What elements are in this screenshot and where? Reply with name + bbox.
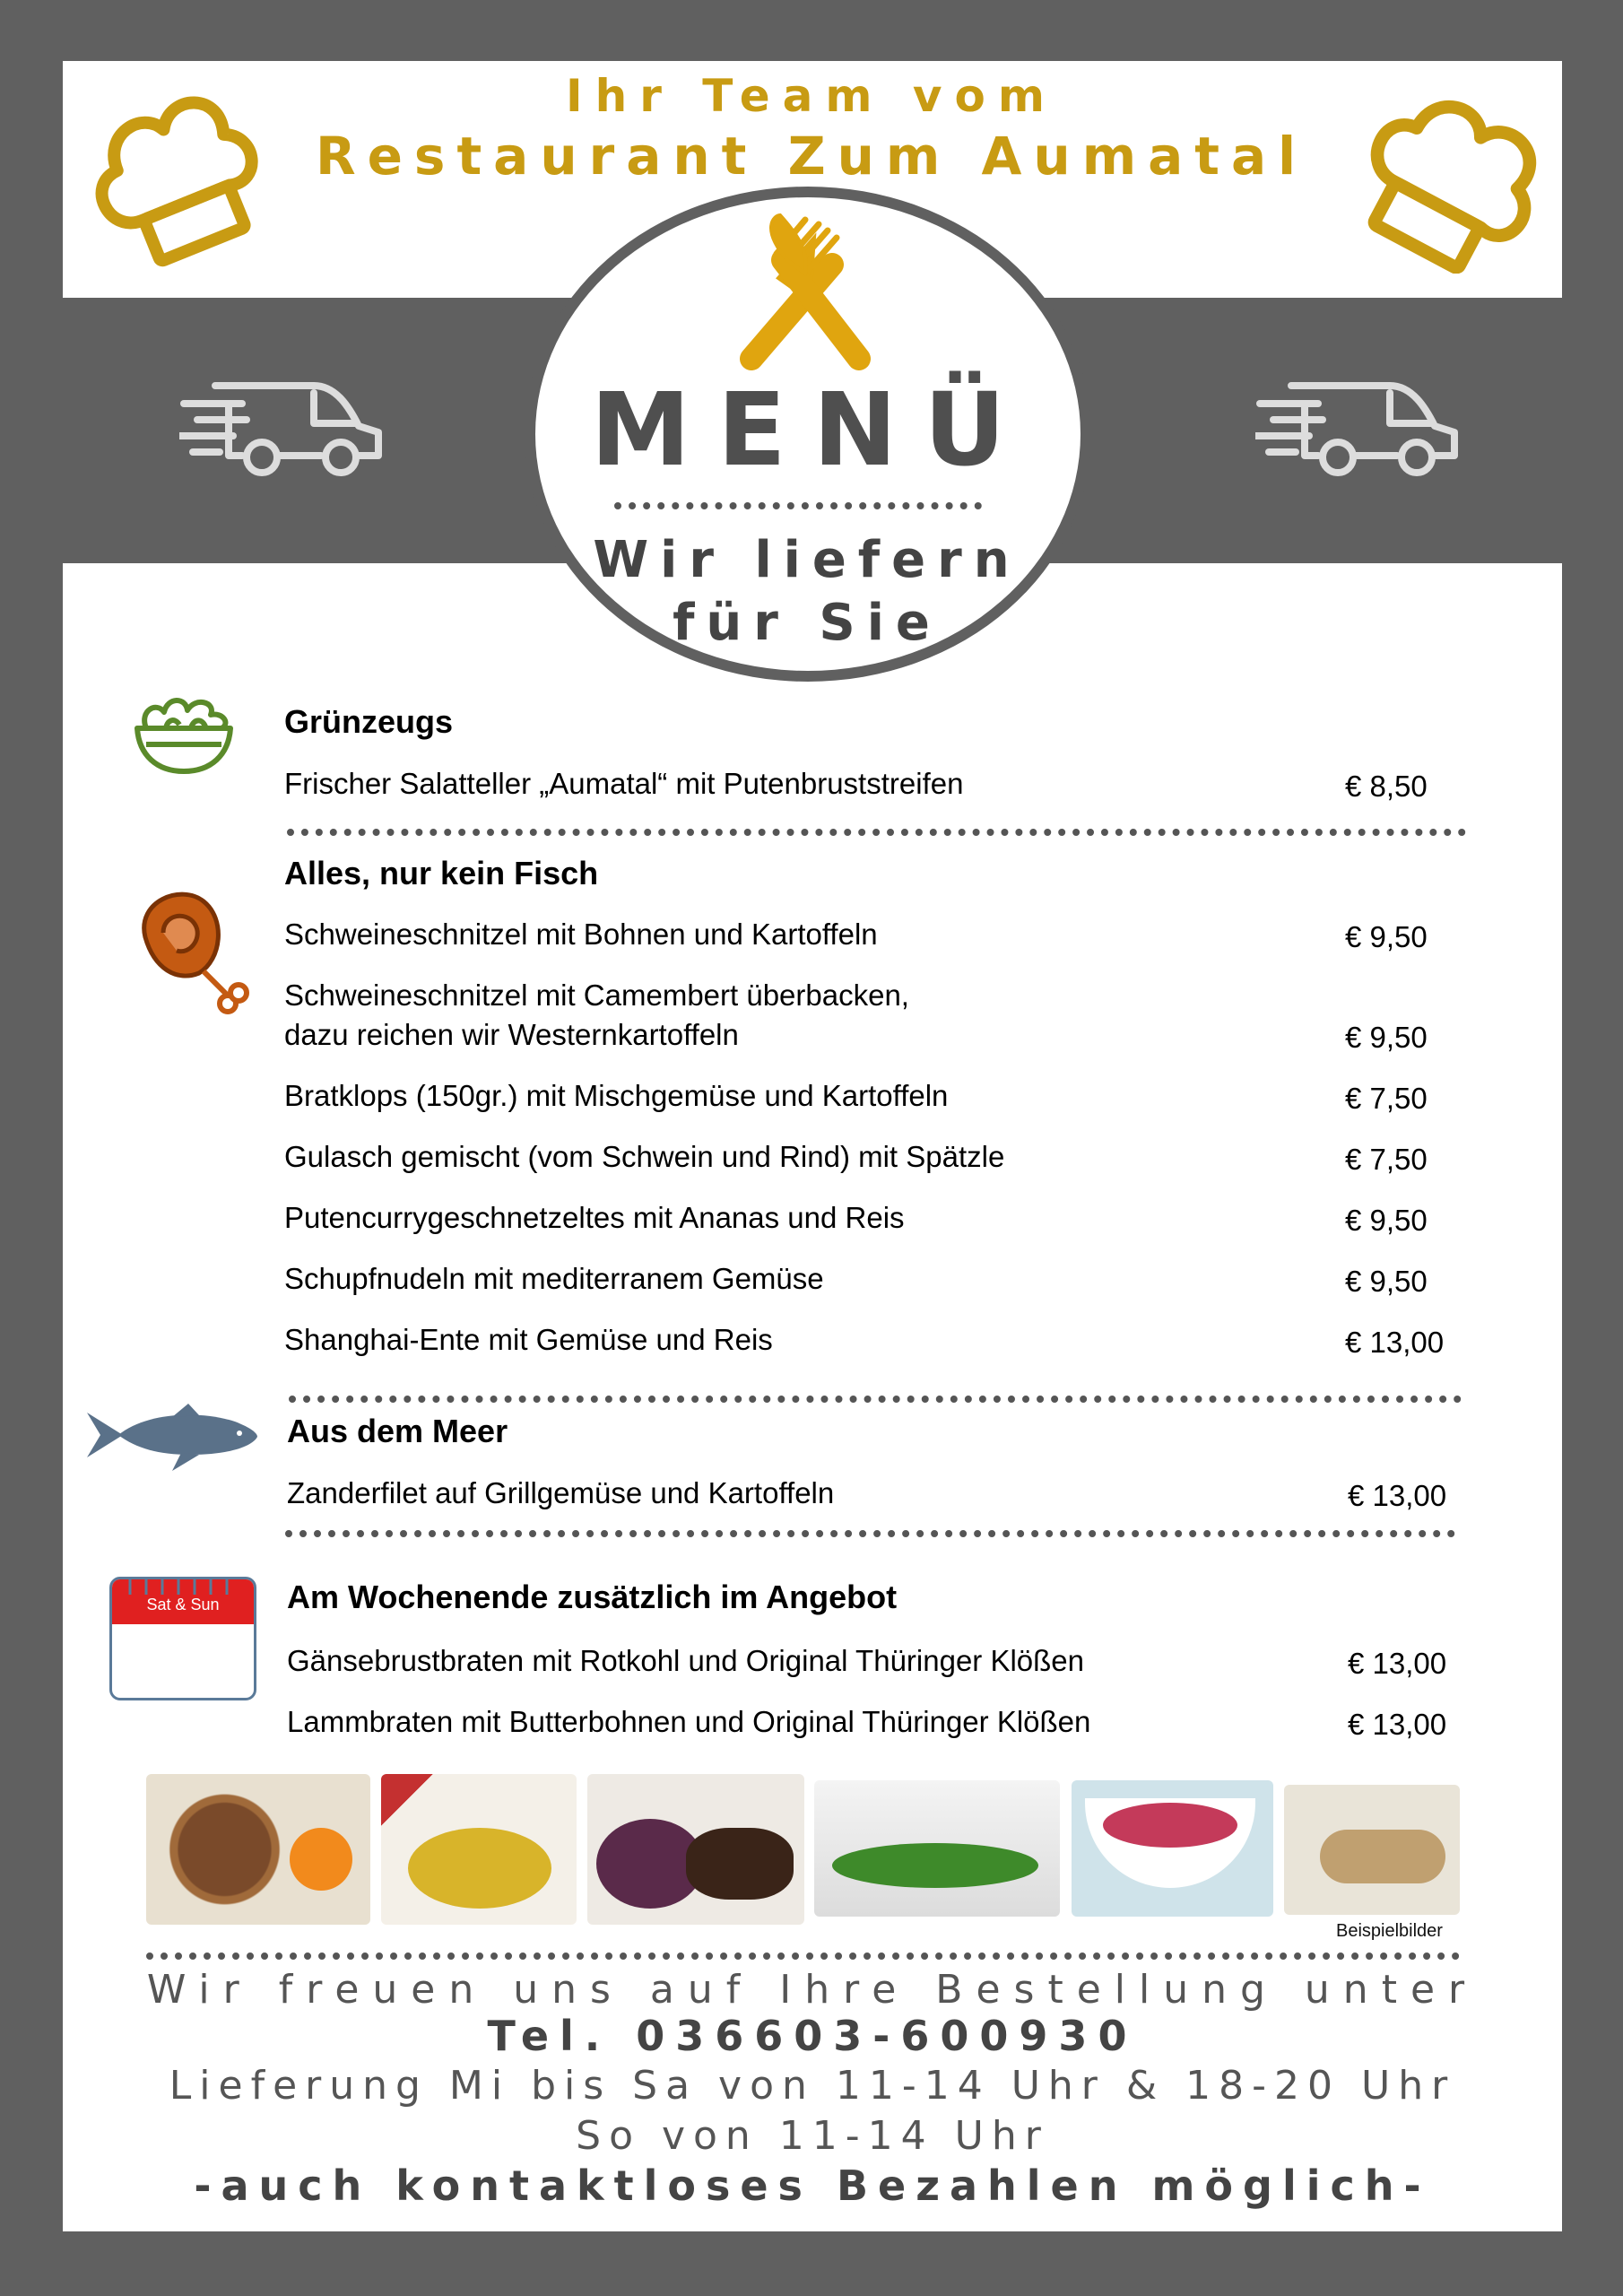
tagline [538,529,1076,655]
menu-item-price: € 13,00 [1348,1647,1447,1680]
header-line-1: Ihr Team vom [566,70,1057,122]
photo-curry [381,1774,577,1925]
menu-item-price: € 7,50 [1345,1082,1428,1115]
footer-delivery-hours: Lieferung Mi bis Sa von 11-14 Uhr & 18-20 Uhr [169,2063,1456,2109]
ham-leg-icon [127,883,262,1018]
fish-icon [82,1399,262,1475]
footer-sunday-hours: So von 11-14 Uhr [576,2113,1049,2159]
menu-item-price: € 13,00 [1348,1708,1447,1741]
menu-item-price: € 13,00 [1345,1326,1445,1359]
menu-item: Shanghai-Ente mit Gemüse und Reis [284,1323,773,1356]
photo-meat-patty [146,1774,370,1925]
section-title: Grünzeugs [284,703,454,740]
photo-garnish [290,1828,352,1891]
menu-item: Putencurrygeschnetzeltes mit Ananas und Reis [284,1201,905,1234]
fork-knife-icon [725,211,886,372]
menu-item [284,976,909,1055]
menu-item-price: € 9,50 [1345,920,1428,953]
menu-item: Gulasch gemischt (vom Schwein und Rind) mit Spätzle [284,1140,1005,1173]
divider [146,1952,1460,1960]
section-title: Alles, nur kein Fisch [284,855,599,891]
footer-payment-note: -auch kontaktloses Bezahlen möglich- [194,2161,1431,2210]
menu-item-price: € 9,50 [1345,1021,1428,1054]
divider [285,1530,1455,1537]
photo-fish-fillet [1284,1785,1460,1915]
footer-line-1: Wir freuen uns auf Ihre Bestellung unter [146,1967,1479,2013]
menu-item: Schweineschnitzel mit Bohnen und Kartoffeln [284,918,878,951]
menu-item-line-2: dazu reichen wir Westernkartoffeln [284,1018,739,1051]
menu-item-line-1: Schweineschnitzel mit Camembert überbacken, [284,978,909,1012]
section-title: Aus dem Meer [287,1413,508,1449]
photo-green-beans [814,1780,1060,1917]
tagline-line-1: Wir liefern [593,531,1021,589]
header-line-2: Restaurant Zum Aumatal [315,126,1308,187]
menu-item-price: € 9,50 [1345,1265,1428,1298]
footer-phone: Tel. 036603-600930 [487,2012,1138,2060]
menu-item-price: € 8,50 [1345,770,1428,803]
photo-salad [1072,1780,1273,1917]
divider [287,829,1466,836]
menu-item: Frischer Salatteller „Aumatal“ mit Putenbruststreifen [284,767,964,800]
photo-beans [832,1843,1038,1888]
section-title: Am Wochenende zusätzlich im Angebot [287,1578,898,1615]
photo-roulade [587,1774,804,1925]
salad-bowl-icon [130,692,238,778]
calendar-rings [126,1575,238,1602]
menu-item: Zanderfilet auf Grillgemüse und Kartoffeln [287,1476,835,1509]
photo-curry-sauce [408,1828,551,1909]
photos-caption: Beispielbilder [1336,1921,1443,1941]
photo-roulade-meat [686,1828,794,1900]
menu-item-price: € 7,50 [1345,1143,1428,1176]
menu-item-price: € 9,50 [1345,1204,1428,1237]
menu-item: Bratklops (150gr.) mit Mischgemüse und Kartoffeln [284,1079,949,1112]
photo-fillet [1320,1830,1445,1883]
divider [289,1396,1462,1403]
menu-item: Schupfnudeln mit mediterranem Gemüse [284,1262,824,1295]
calendar-label: Sat & Sun [112,1579,254,1624]
menu-item-price: € 13,00 [1348,1479,1447,1512]
menu-item: Gänsebrustbraten mit Rotkohl und Original Thüringer Klößen [287,1644,1085,1677]
tagline-line-2: für Sie [673,594,942,652]
photo-salad-leaves [1103,1803,1237,1848]
menu-item: Lammbraten mit Butterbohnen und Original Thüringer Klößen [287,1705,1091,1738]
menu-title: MENÜ [590,372,1033,489]
divider [614,502,982,509]
